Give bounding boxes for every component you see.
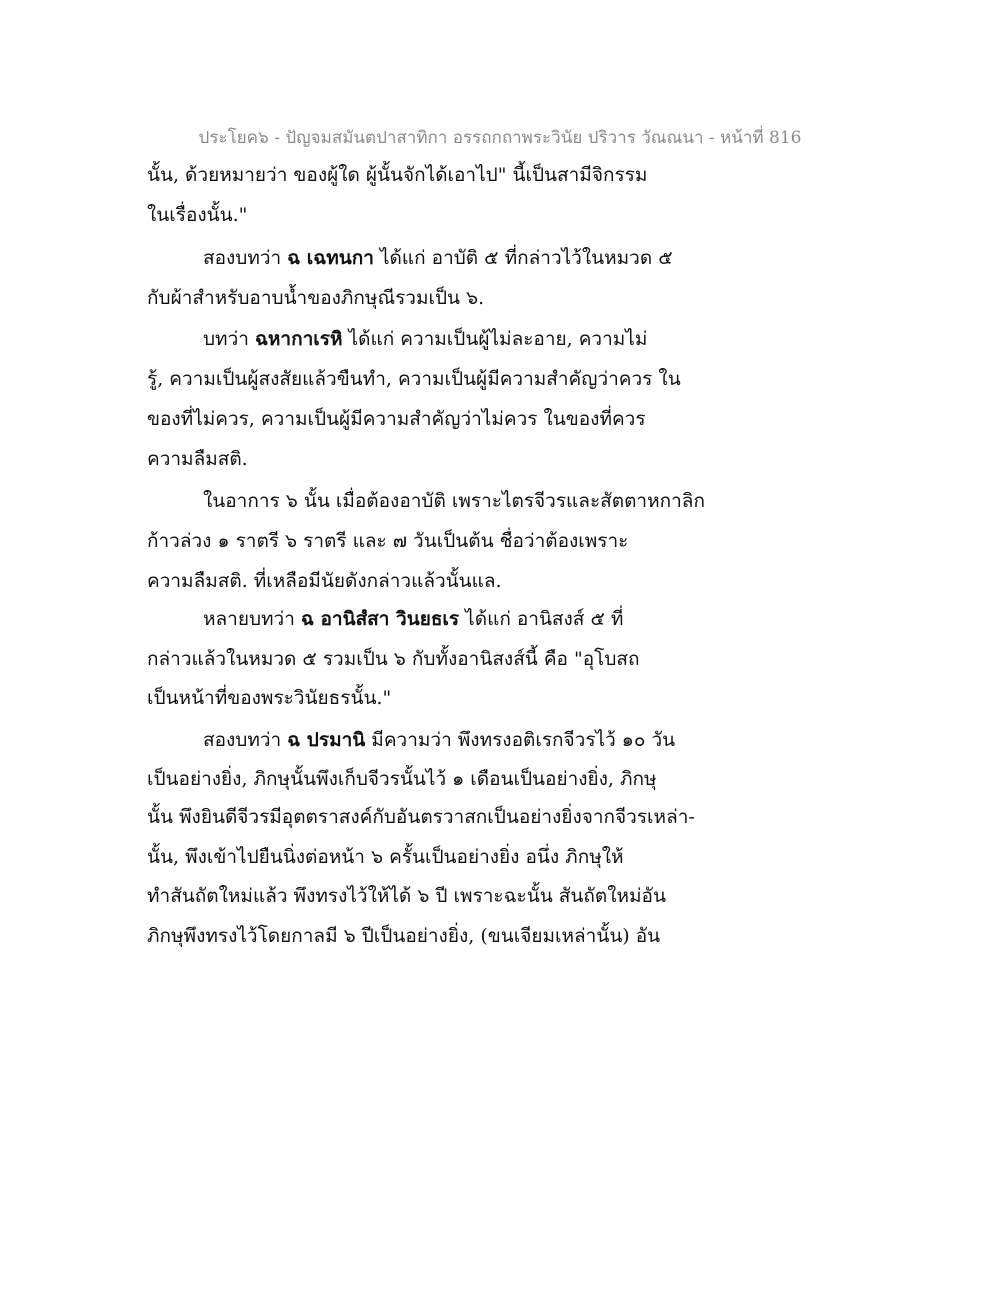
text-line: ก้าวล่วง ๑ ราตรี ๖ ราตรี และ ๗ วันเป็นต้น ชื่อว่าต้องเพราะ [147,530,629,552]
text-line: เป็นหน้าที่ของพระวินัยธรนั้น." [147,687,392,709]
bold-term: ฉ ปรมานิ [287,729,366,751]
text-line: ภิกษุพึงทรงไว้โดยกาลมี ๖ ปีเป็นอย่างยิ่ง, (ขนเจียมเหล่านั้น) อัน [147,925,661,947]
text-line [203,243,673,273]
text-line: นั้น, ด้วยหมายว่า ของผู้ใด ผู้นั้นจักได้เอาไป" นี้เป็นสามีจิกรรม [147,164,648,186]
text-line: ในอาการ ๖ นั้น เมื่อต้องอาบัติ เพราะไตรจีวรและสัตตาหกาลิก [203,490,705,512]
text-line: ความลืมสติ. [147,448,248,470]
text-line: ของที่ไม่ควร, ความเป็นผู้มีความสำคัญว่าไม่ควร ในของที่ควร [147,408,646,430]
text-line: รู้, ความเป็นผู้สงสัยแล้วขืนทำ, ความเป็นผู้มีความสำคัญว่าควร ใน [147,368,681,390]
text-line: เป็นอย่างยิ่ง, ภิกษุนั้นพึงเก็บจีวรนั้นไว้ ๑ เดือนเป็นอย่างยิ่ง, ภิกษุ [147,768,657,790]
bold-term: ฉ อานิสํสา วินยธเร [300,608,460,630]
text-line [203,725,675,755]
text-line [203,604,623,634]
text-segment: ได้แก่ อาบัติ ๕ ที่กล่าวไว้ในหมวด ๕ [373,247,673,269]
text-segment: สองบทว่า [203,247,288,269]
text-line: ทำสันถัตใหม่แล้ว พึงทรงไว้ให้ได้ ๖ ปี เพราะฉะนั้น สันถัตใหม่อัน [147,885,666,907]
text-line: กับผ้าสำหรับอาบน้ำของภิกษุณีรวมเป็น ๖. [147,287,485,309]
text-line [203,324,647,354]
text-line: นั้น พึงยินดีจีวรมีอุตตราสงค์กับอันตรวาสกเป็นอย่างยิ่งจากจีวรเหล่า- [147,806,695,828]
text-line: กล่าวแล้วในหมวด ๕ รวมเป็น ๖ กับทั้งอานิสงส์นี้ คือ "อุโบสถ [147,648,640,670]
bold-term: ฉหากาเรหิ [254,328,343,350]
text-segment: ได้แก่ ความเป็นผู้ไม่ละอาย, ความไม่ [342,328,648,350]
text-line: นั้น, พึงเข้าไปยืนนิ่งต่อหน้า ๖ ครั้นเป็นอย่างยิ่ง อนึ่ง ภิกษุให้ [147,846,624,868]
text-segment: บทว่า [203,328,255,350]
text-segment: ได้แก่ อานิสงส์ ๕ ที่ [459,608,624,630]
text-segment: หลายบทว่า [203,608,301,630]
text-line: ในเรื่องนั้น." [147,204,248,226]
text-line: ความลืมสติ. ที่เหลือมีนัยดังกล่าวแล้วนั้นแล. [147,570,502,592]
page-header: ประโยค๖ - ปัญจมสมันตปาสาทิกา อรรถกถาพระวินัย ปริวาร วัณณนา - หน้าที่ 816 [198,128,802,148]
bold-term: ฉ เฉทนกา [287,247,374,269]
text-segment: สองบทว่า [203,729,288,751]
text-segment: มีความว่า พึงทรงอติเรกจีวรไว้ ๑๐ วัน [365,729,676,751]
